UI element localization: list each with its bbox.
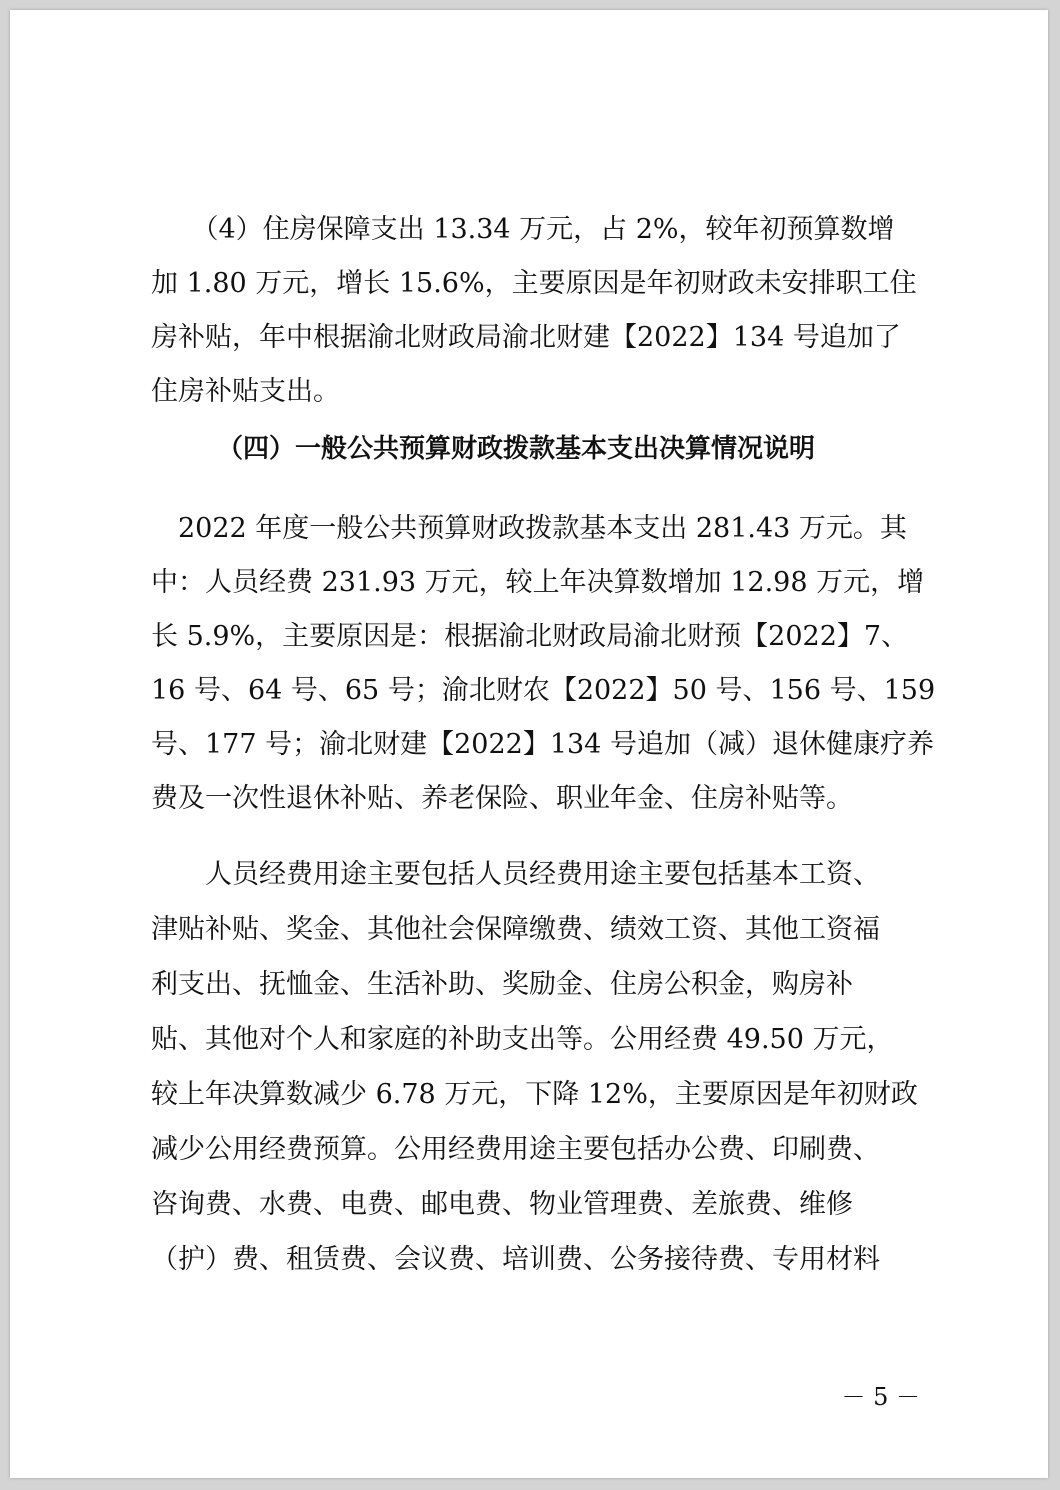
paragraph-usage-line-7: 咨询费、水费、电费、邮电费、物业管理费、差旅费、维修 bbox=[151, 1189, 853, 1220]
paragraph-usage-line-5: 较上年决算数减少 6.78 万元，下降 12%，主要原因是年初财政 bbox=[151, 1079, 918, 1110]
paragraph-housing-line-1: （4）住房保障支出 13.34 万元，占 2%，较年初预算数增 bbox=[151, 214, 895, 245]
paragraph-usage-line-3: 利支出、抚恤金、生活补助、奖励金、住房公积金，购房补 bbox=[151, 969, 853, 1000]
paragraph-usage-line-2: 津贴补贴、奖金、其他社会保障缴费、绩效工资、其他工资福 bbox=[151, 914, 880, 945]
paragraph-basic-line-3: 长 5.9%，主要原因是：根据渝北财政局渝北财预【2022】7、 bbox=[151, 621, 909, 652]
paragraph-usage-line-6: 减少公用经费预算。公用经费用途主要包括办公费、印刷费、 bbox=[151, 1134, 880, 1165]
document-page bbox=[10, 10, 1048, 1478]
paragraph-usage-line-8: （护）费、租赁费、会议费、培训费、公务接待费、专用材料 bbox=[151, 1244, 880, 1275]
paragraph-basic-line-2: 中：人员经费 231.93 万元，较上年决算数增加 12.98 万元，增 bbox=[151, 567, 925, 598]
paragraph-basic-line-6: 费及一次性退休补贴、养老保险、职业年金、住房补贴等。 bbox=[151, 783, 853, 814]
page-number: － 5 － bbox=[841, 1383, 920, 1411]
paragraph-basic-line-4: 16 号、64 号、65 号；渝北财农【2022】50 号、156 号、159 bbox=[151, 675, 936, 706]
paragraph-housing-line-2: 加 1.80 万元，增长 15.6%，主要原因是年初财政未安排职工住 bbox=[151, 268, 917, 299]
section-heading: （四）一般公共预算财政拨款基本支出决算情况说明 bbox=[216, 434, 815, 464]
paragraph-housing-line-4: 住房补贴支出。 bbox=[151, 376, 340, 407]
paragraph-usage-line-1: 人员经费用途主要包括人员经费用途主要包括基本工资、 bbox=[151, 859, 880, 890]
paragraph-usage-line-4: 贴、其他对个人和家庭的补助支出等。公用经费 49.50 万元， bbox=[151, 1024, 894, 1055]
paragraph-basic-line-1: 2022 年度一般公共预算财政拨款基本支出 281.43 万元。其 bbox=[151, 513, 907, 544]
paragraph-housing-line-3: 房补贴，年中根据渝北财政局渝北财建【2022】134 号追加了 bbox=[151, 322, 901, 353]
paragraph-basic-line-5: 号、177 号；渝北财建【2022】134 号追加（减）退休健康疗养 bbox=[151, 729, 934, 760]
